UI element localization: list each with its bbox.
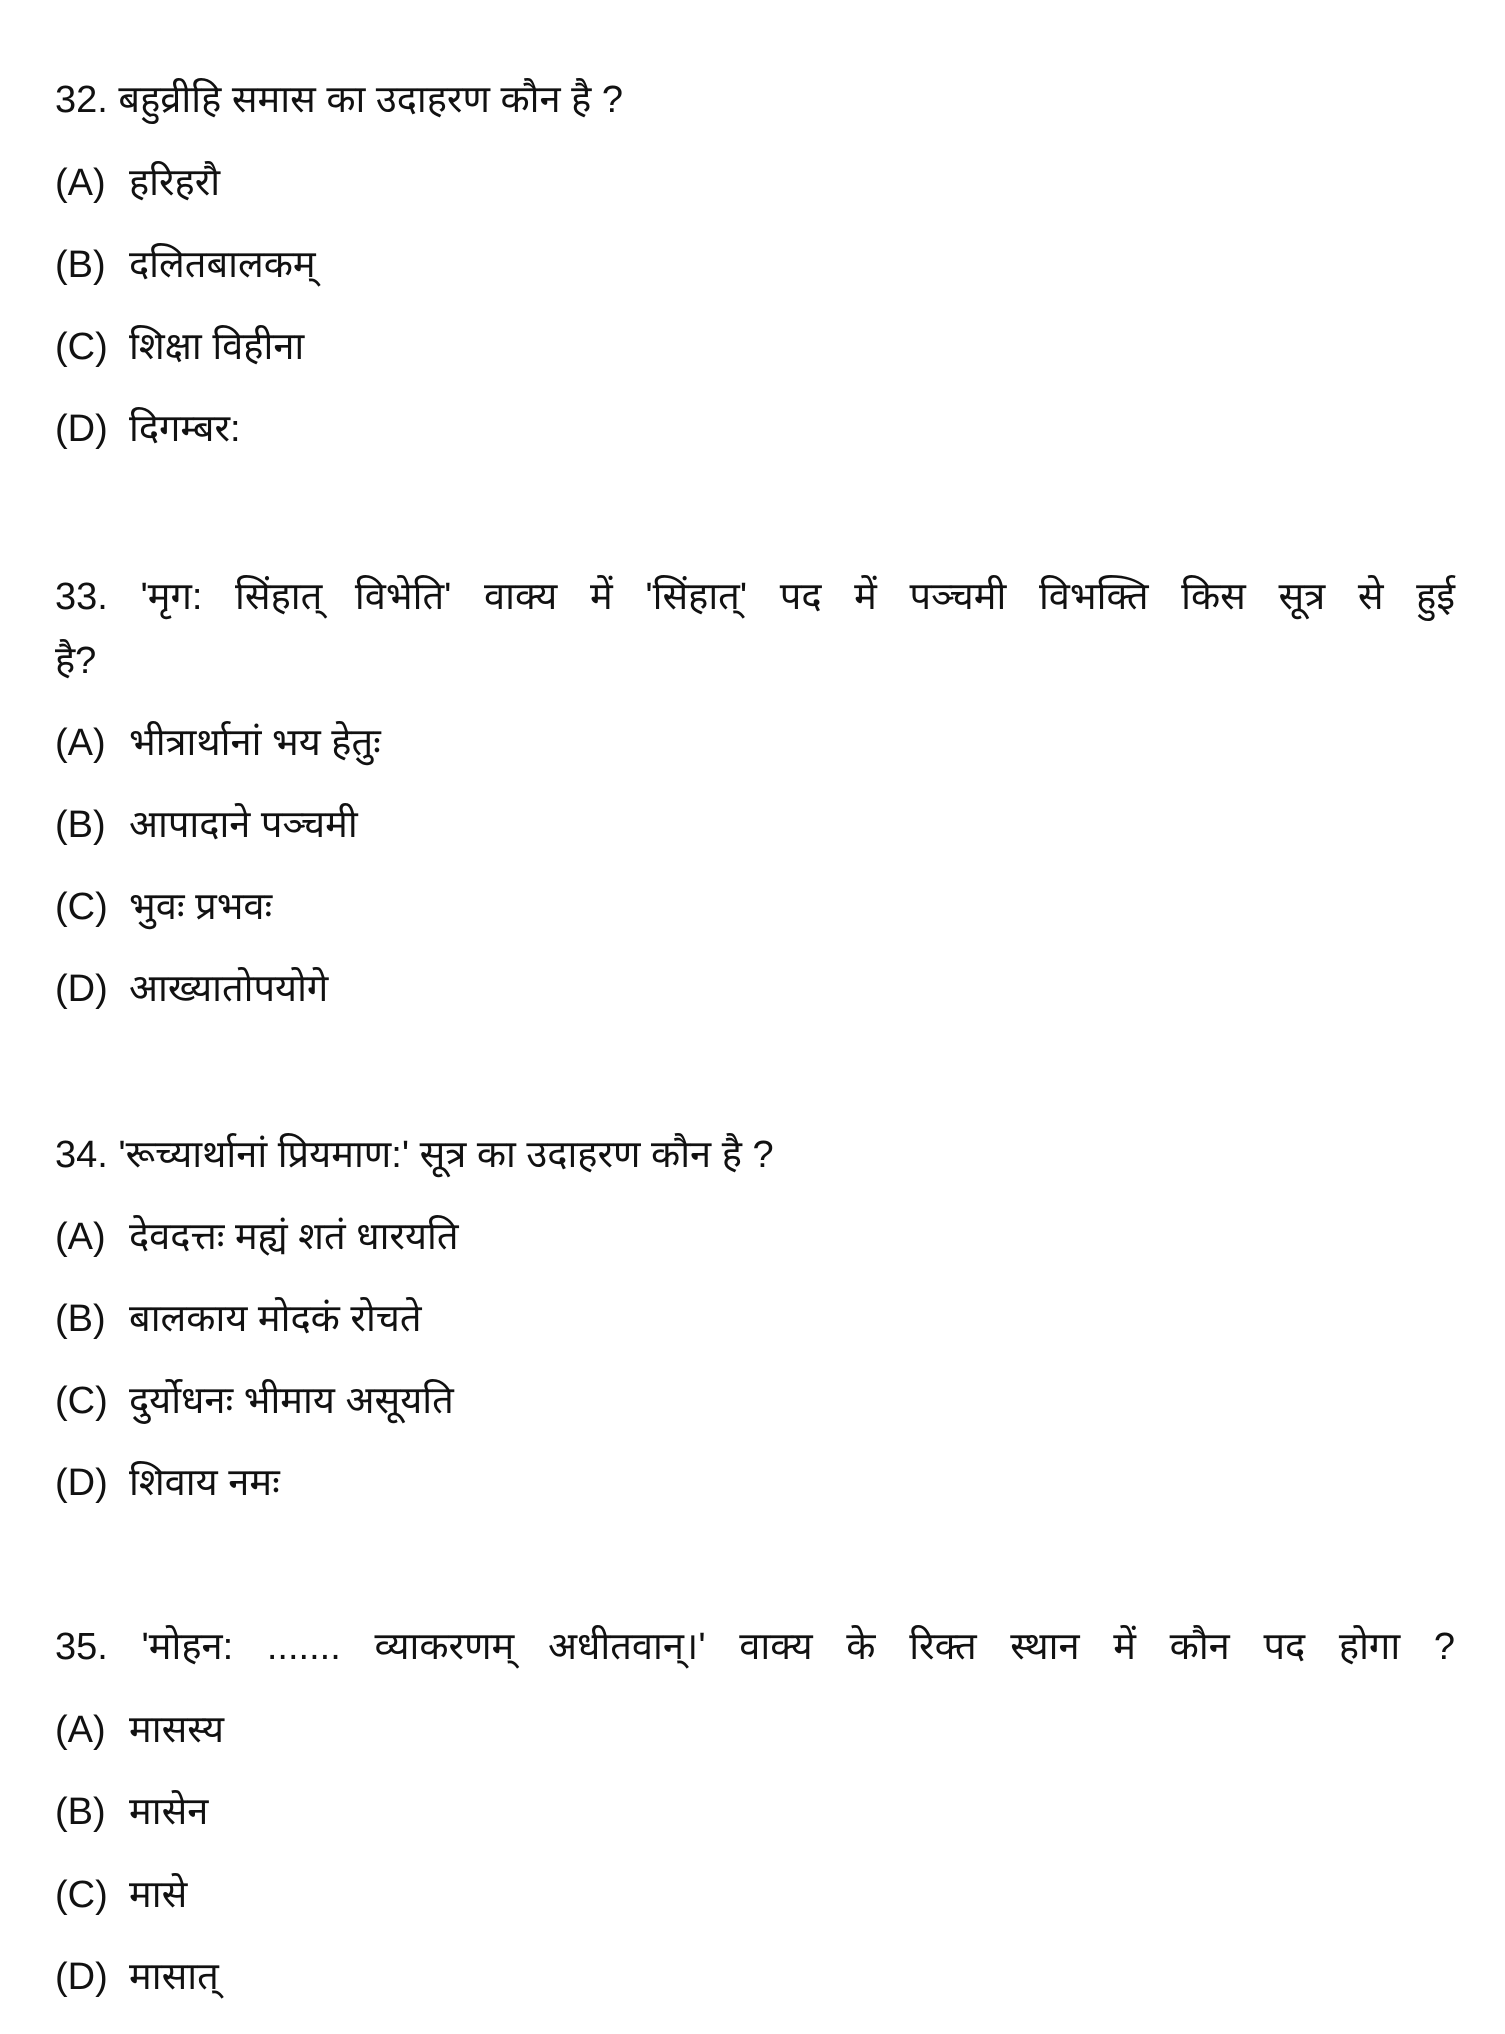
option-label: (A) <box>55 1216 106 1258</box>
option-32-b <box>55 240 316 290</box>
option-35-d <box>55 1952 219 2002</box>
option-label: (A) <box>55 1709 106 1751</box>
option-text: दिगम्बर: <box>129 408 241 450</box>
question-text: 'रूच्यार्थानां प्रियमाण:' सूत्र का उदाहरण कौन है ? <box>118 1134 774 1176</box>
option-33-d <box>55 964 328 1014</box>
option-text: भुवः प्रभवः <box>129 886 273 928</box>
option-32-d <box>55 404 241 454</box>
option-label: (B) <box>55 244 106 286</box>
option-label: (C) <box>55 1380 108 1422</box>
option-label: (A) <box>55 162 106 204</box>
option-text: बालकाय मोदकं रोचते <box>129 1298 422 1340</box>
question-33 <box>55 572 1455 622</box>
option-label: (D) <box>55 408 108 450</box>
option-text: देवदत्तः मह्यं शतं धारयति <box>129 1216 459 1258</box>
option-label: (B) <box>55 804 106 846</box>
question-text-continued: है? <box>55 640 97 682</box>
option-text: दलितबालकम् <box>129 244 316 286</box>
option-32-a <box>55 158 220 208</box>
option-label: (C) <box>55 1874 108 1916</box>
option-label: (C) <box>55 326 108 368</box>
option-text: आपादाने पञ्चमी <box>129 804 358 846</box>
question-33-continued <box>55 636 96 686</box>
option-label: (A) <box>55 722 106 764</box>
option-text: मासात् <box>129 1956 219 1998</box>
option-label: (B) <box>55 1298 106 1340</box>
option-label: (C) <box>55 886 108 928</box>
option-label: (D) <box>55 1956 108 1998</box>
option-35-b <box>55 1787 208 1837</box>
option-33-c <box>55 882 272 932</box>
option-32-c <box>55 322 304 372</box>
option-33-b <box>55 800 358 850</box>
option-text: मासस्य <box>129 1709 225 1751</box>
option-34-d <box>55 1458 280 1508</box>
question-34 <box>55 1130 774 1180</box>
option-text: शिक्षा विहीना <box>129 326 305 368</box>
option-label: (D) <box>55 968 108 1010</box>
option-34-a <box>55 1212 459 1262</box>
option-33-a <box>55 718 381 768</box>
question-text: 'मोहन: ....... व्याकरणम् अधीतवान्।' वाक्य के रिक्त स्थान में कौन पद होगा ? <box>141 1626 1455 1668</box>
question-text: 'मृग: सिंहात् विभेति' वाक्य में 'सिंहात्' पद में पञ्चमी विभक्ति किस सूत्र से हुई <box>140 576 1455 618</box>
question-number: 34. <box>55 1134 108 1176</box>
question-number: 35. <box>55 1626 108 1668</box>
question-32 <box>55 75 623 125</box>
option-text: शिवाय नमः <box>129 1462 280 1504</box>
question-number: 33. <box>55 576 108 618</box>
option-text: दुर्योधनः भीमाय असूयति <box>129 1380 454 1422</box>
option-label: (D) <box>55 1462 108 1504</box>
question-35 <box>55 1622 1455 1672</box>
question-text: बहुव्रीहि समास का उदाहरण कौन है ? <box>118 79 624 121</box>
option-label: (B) <box>55 1791 106 1833</box>
option-text: भीत्रार्थानां भय हेतुः <box>129 722 381 764</box>
option-35-a <box>55 1705 224 1755</box>
option-text: हरिहरौ <box>129 162 221 204</box>
option-34-b <box>55 1294 422 1344</box>
option-text: मासे <box>129 1874 188 1916</box>
option-35-c <box>55 1870 187 1920</box>
question-number: 32. <box>55 79 108 121</box>
option-text: आख्यातोपयोगे <box>129 968 329 1010</box>
option-34-c <box>55 1376 454 1426</box>
option-text: मासेन <box>129 1791 209 1833</box>
